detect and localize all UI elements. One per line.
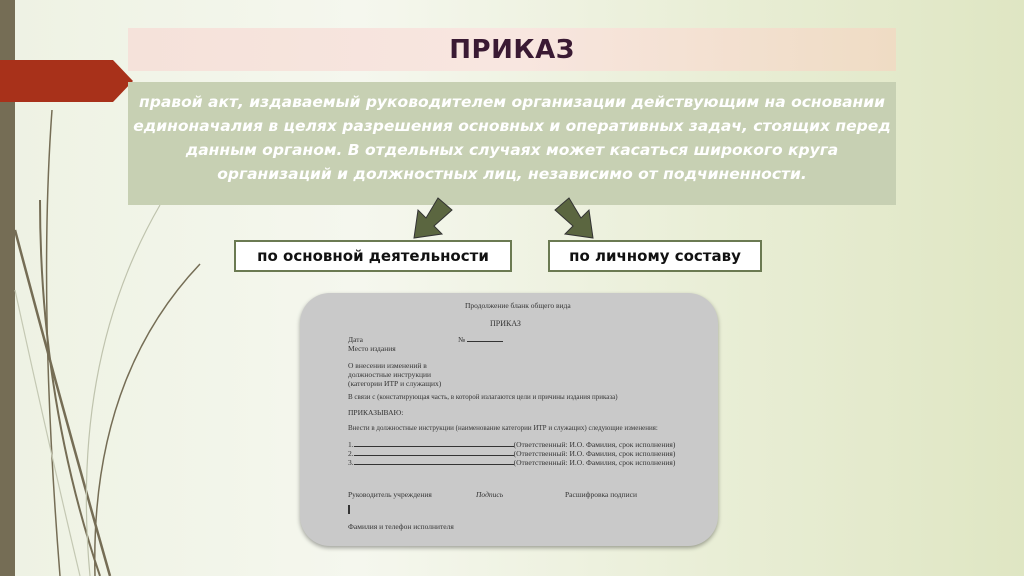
doc-sign-role: Руководитель учреждения [348,490,432,499]
doc-item-num: 3. [348,458,354,467]
title-band [128,28,896,71]
definition-text: правой акт, издаваемый руководителем организации действующим на основании единоначалия в целях разрешения основных и оперативных задач, стоящих перед данным органом. В отдельных случаях может касаться широкого круга организаций и должностных лиц, независимо от подчиненности. [133,93,891,183]
doc-date: Дата [348,335,363,344]
category-personnel [548,240,762,272]
doc-item-num: 2. [348,449,354,458]
doc-item-note: (Ответственный: И.О. Фамилия, срок исполнения) [513,458,676,467]
doc-subject: (категории ИТР и служащих) [348,379,442,388]
doc-item-note: (Ответственный: И.О. Фамилия, срок исполнения) [513,449,676,458]
doc-order-word: ПРИКАЗЫВАЮ: [348,408,404,417]
slide-title: ПРИКАЗ [449,34,575,65]
doc-item-num: 1. [348,440,354,449]
doc-item-note: (Ответственный: И.О. Фамилия, срок исполнения) [513,440,676,449]
definition-box [128,82,896,205]
doc-header: Продолжение бланк общего вида [465,301,571,310]
category-main-activity [234,240,512,272]
arrow-down-right-icon [553,196,599,242]
category-label: по основной деятельности [257,247,489,265]
doc-sign-decode: Расшифровка подписи [565,490,637,499]
category-label: по личному составу [569,247,741,265]
arrow-down-left-icon [408,196,454,242]
doc-number: № [458,335,466,344]
doc-place: Место издания [348,344,396,353]
doc-footer: Фамилия и телефон исполнителя [348,522,454,531]
order-form-image [300,293,718,546]
doc-title: ПРИКАЗ [490,319,521,328]
doc-intro: Внести в должностные инструкции (наименование категории ИТР и служащих) следующие изменения: [348,424,658,432]
doc-preamble: В связи с (констатирующая часть, в которой излагаются цели и причины издания приказа) [348,393,618,401]
doc-subject: должностные инструкции [348,370,432,379]
flag-arrow-icon [0,60,133,102]
doc-sign: Подпись [476,490,504,499]
doc-subject: О внесении изменений в [348,361,427,370]
